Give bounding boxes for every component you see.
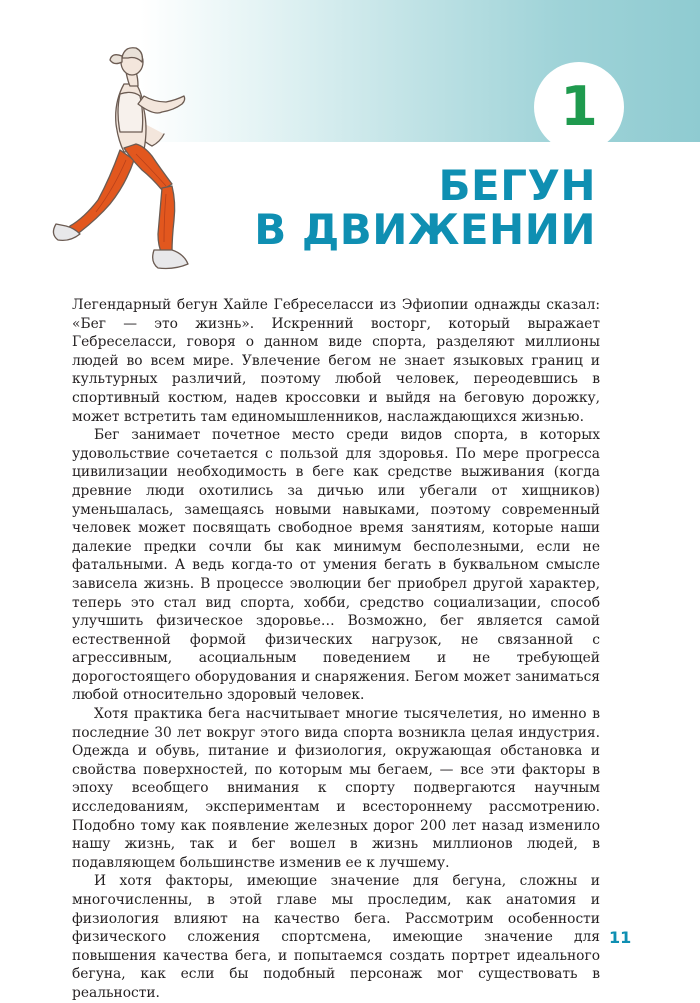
paragraph: Бег занимает почетное место среди видов спорта, в которых удовольствие сочетается с пользой для здоровья. По мере прогресса цивилизации необходимость в беге как средстве выживания (когда древние люди охотились за дичью или убегали от хищников) уменьшалась, замещаясь новыми навыками, поэтому современный человек может посвящать свободное время занятиям, которые наши далекие предки сочли бы как минимум бесполезными, если не фатальными. А ведь когда-то от умения бегать в буквальном смысле зависела жизнь. В процессе эволюции бег приобрел другой характер, теперь это стал вид спорта, хобби, средство социализации, способ улучшить физическое здоровье… Возможно, бег является самой естественной формой физических нагрузок, не связанной с агрессивным, асоциальным поведением и не требующей дорогостоящего оборудования и снаряжения. Бегом может заниматься любой относительно здоровый человек. bbox=[72, 427, 600, 704]
chapter-number: 1 bbox=[560, 75, 598, 138]
chapter-title-line-1: БЕГУН bbox=[438, 161, 596, 210]
paragraph: И хотя факторы, имеющие значение для бегуна, сложны и многочисленны, в этой главе мы проследим, как анатомия и физиология влияют на качество бега. Рассмотрим особенности физического сложения спортсмена, имеющие значение для повышения качества бега, и попытаемся создать портрет идеального бегуна, как если бы подобный персонаж мог существовать в реальности. bbox=[72, 873, 600, 1001]
chapter-number-badge bbox=[534, 62, 624, 152]
paragraph: Хотя практика бега насчитывает многие тысячелетия, но именно в последние 30 лет вокруг этого вида спорта возникла целая индустрия. Одежда и обувь, питание и физиология, окружающая обстановка и свойства поверхностей, по которым мы бегаем, — все эти факторы в эпоху всеобщего внимания к спорту подвергаются научным исследованиям, экспериментам и всестороннему рассмотрению. Подобно тому как появление железных дорог 200 лет назад изменило нашу жизнь, так и бег вошел в жизнь миллионов людей, в подавляющем большинстве изменив ее к лучшему. bbox=[72, 706, 600, 871]
chapter-title bbox=[254, 161, 596, 254]
paragraph: Легендарный бегун Хайле Гебреселасси из Эфиопии однажды сказал: «Бег — это жизнь». Искренний восторг, который выражает Гебреселасси, говоря о данном виде спорта, разделяют миллионы людей во всем мире. Увлечение бегом не знает языковых границ и культурных различий, поэтому любой человек, переодевшись в спортивный костюм, надев кроссовки и выйдя на беговую дорожку, может встретить там единомышленников, наслаждающихся жизнью. bbox=[72, 297, 600, 425]
chapter-title-line-2: В ДВИЖЕНИИ bbox=[254, 205, 596, 254]
body-text bbox=[72, 296, 600, 1003]
runner-anatomy-illustration bbox=[40, 28, 210, 278]
page-number: 11 bbox=[609, 928, 632, 947]
